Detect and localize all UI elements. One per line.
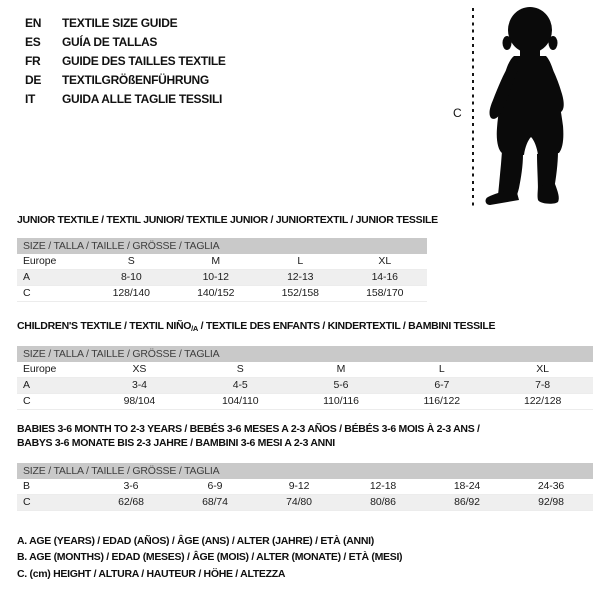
size-header-bar: SIZE / TALLA / TAILLE / GRÖSSE / TAGLIA (17, 238, 427, 254)
babies-section-title (17, 422, 487, 450)
language-code: FR (25, 53, 41, 68)
cell: 128/140 (112, 287, 150, 299)
cell: XL (536, 363, 549, 375)
children-title-text: CHILDREN'S TEXTILE / TEXTIL NIÑO (17, 320, 192, 332)
cell: 74/80 (286, 496, 312, 508)
footnote-a: A. AGE (YEARS) / EDAD (AÑOS) / ÂGE (ANS) / ALTER (JAHRE) / ETÀ (ANNI) (17, 535, 374, 547)
footnote-c: C. (cm) HEIGHT / ALTURA / HAUTEUR / HÖHE / ALTEZZA (17, 567, 286, 580)
language-code: DE (25, 73, 42, 88)
language-code: ES (25, 34, 41, 49)
cell: 18-24 (453, 480, 481, 492)
language-title: GUIDA ALLE TAGLIE TESSILI (62, 92, 223, 107)
table-row (17, 495, 593, 511)
cell: 3-6 (123, 480, 139, 492)
cell: 12-18 (369, 480, 397, 492)
legend-row-de (25, 71, 226, 90)
cell: 10-12 (202, 271, 229, 283)
footnote-b: B. AGE (MONTHS) / EDAD (MESES) / ÂGE (MOIS) / ALTER (MONATE) / ETÀ (MESI) (17, 551, 403, 564)
row-label: B (23, 480, 30, 492)
legend-row-fr (25, 51, 226, 70)
cell: 8-10 (120, 271, 142, 283)
junior-section-title: JUNIOR TEXTILE / TEXTIL JUNIOR/ TEXTILE JUNIOR / JUNIORTEXTIL / JUNIOR TESSILE (17, 214, 438, 226)
legend-row-es (25, 32, 226, 51)
babies-title-line1: BABIES 3-6 MONTH TO 2-3 YEARS / BEBÉS 3-6 MESES A 2-3 AÑOS / BÉBÉS 3-6 MOIS À 2-3 ANS / (17, 423, 480, 435)
junior-size-table (17, 238, 427, 302)
cell: 6-9 (207, 480, 223, 492)
table-row (17, 254, 427, 270)
cell: 104/110 (221, 395, 259, 407)
cell: M (336, 363, 346, 375)
legend-row-en (25, 13, 226, 32)
language-code: IT (25, 92, 36, 107)
cell: 4-5 (232, 379, 248, 391)
cell: XL (378, 255, 392, 267)
cell: 110/116 (323, 395, 359, 407)
table-row (17, 270, 427, 286)
cell: M (211, 255, 221, 267)
cell: 140/152 (197, 287, 235, 299)
children-section-title (17, 320, 495, 333)
cell: 24-36 (537, 480, 565, 492)
cell: 7-8 (535, 379, 551, 391)
row-label: Europe (23, 363, 57, 375)
cell: L (297, 255, 304, 267)
cell: 86/92 (454, 496, 480, 508)
table-row (17, 286, 427, 302)
cell: 5-6 (333, 379, 349, 391)
cell: 116/122 (423, 395, 461, 407)
language-title: GUÍA DE TALLAS (62, 34, 158, 49)
table-row (17, 394, 593, 410)
size-header-bar: SIZE / TALLA / TAILLE / GRÖSSE / TAGLIA (17, 346, 593, 362)
footnotes (17, 533, 402, 582)
cell: 158/170 (366, 287, 404, 299)
language-legend (25, 13, 226, 109)
row-label: A (23, 271, 30, 283)
cell: 68/74 (202, 496, 228, 508)
toddler-silhouette-icon (478, 6, 598, 208)
children-title-text: / TEXTILE DES ENFANTS / KINDERTEXTIL / BAMBINI TESSILE (198, 320, 496, 332)
language-title: GUIDE DES TAILLES TEXTILE (62, 53, 226, 68)
cell: 14-16 (371, 271, 398, 283)
cell: 3-4 (131, 379, 147, 391)
language-title: TEXTILE SIZE GUIDE (62, 15, 178, 30)
babies-size-table (17, 463, 593, 511)
cell: XS (132, 363, 147, 375)
row-label: A (23, 379, 30, 391)
table-row (17, 362, 593, 378)
size-header-bar: SIZE / TALLA / TAILLE / GRÖSSE / TAGLIA (17, 463, 593, 479)
cell: 12-13 (287, 271, 314, 283)
height-measure-dashed-line (472, 8, 474, 208)
language-code: EN (25, 15, 42, 30)
cell: 92/98 (538, 496, 564, 508)
height-measure-label: C (453, 106, 462, 120)
cell: 80/86 (370, 496, 396, 508)
cell: 98/104 (123, 395, 156, 407)
children-size-table (17, 346, 593, 410)
table-row (17, 378, 593, 394)
row-label: C (23, 496, 31, 508)
cell: 122/128 (523, 395, 562, 407)
table-row (17, 479, 593, 495)
cell: S (236, 363, 244, 375)
cell: L (438, 363, 445, 375)
children-title-subscript: /A (191, 324, 199, 333)
row-label: C (23, 287, 31, 299)
babies-title-line2: BABYS 3-6 MONATE BIS 2-3 JAHRE / BAMBINI 3-6 MESI A 2-3 ANNI (17, 437, 335, 449)
legend-row-it (25, 90, 226, 109)
cell: 6-7 (434, 379, 450, 391)
cell: 9-12 (288, 480, 310, 492)
row-label: Europe (23, 255, 57, 267)
language-title: TEXTILGRÖßENFÜHRUNG (62, 73, 209, 88)
cell: S (127, 255, 135, 267)
cell: 62/68 (118, 496, 144, 508)
cell: 152/158 (281, 287, 319, 299)
row-label: C (23, 395, 31, 407)
